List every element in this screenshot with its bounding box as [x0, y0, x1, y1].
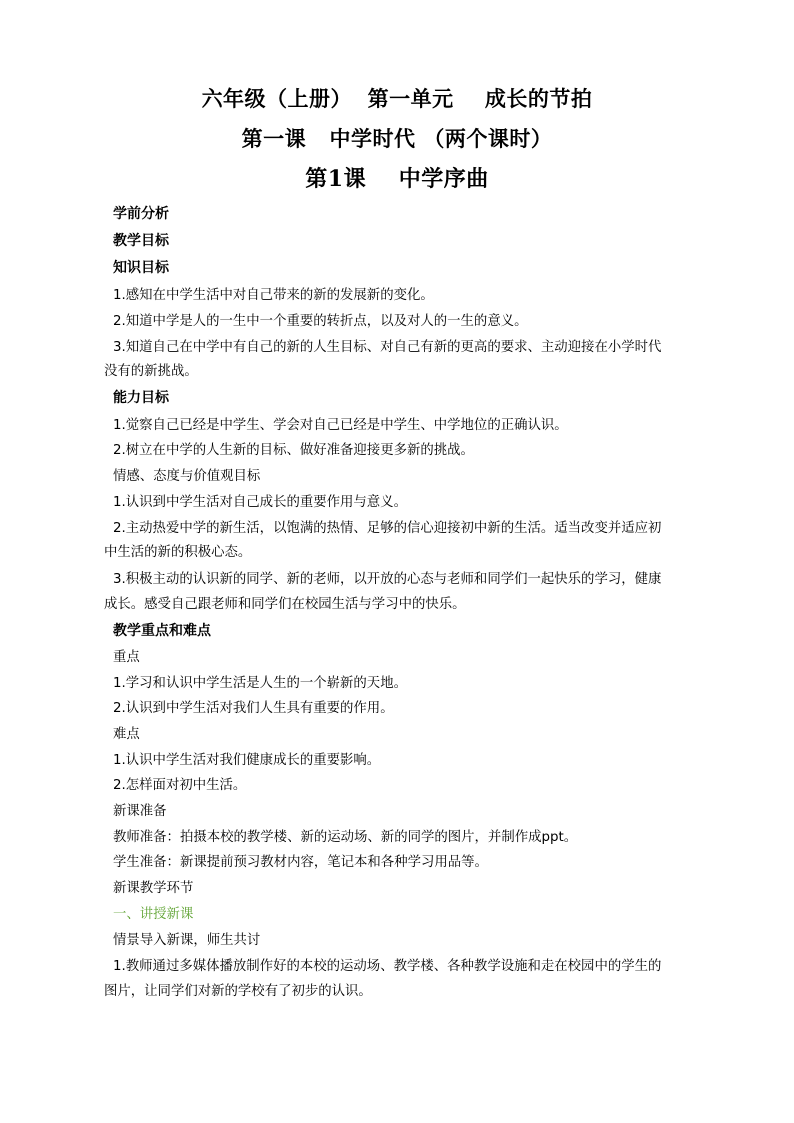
paragraph-line: 学生准备：新课提前预习教材内容，笔记本和各种学习用品等。	[113, 855, 488, 870]
paragraph-line: 没有的新挑战。	[104, 364, 198, 379]
paragraph-line: 中生活的新的积极心态。	[104, 545, 252, 560]
lesson-title: 第一课 中学时代 （两个课时）	[241, 126, 553, 151]
section-heading-new-lesson: 一、讲授新课	[113, 907, 194, 922]
paragraph-line: 2.树立在中学的人生新的目标、做好准备迎接更多新的挑战。	[113, 443, 474, 458]
paragraph-line: 2.怎样面对初中生活。	[113, 778, 247, 793]
paragraph-line: 3.积极主动的认识新的同学、新的老师，以开放的心态与老师和同学们一起快乐的学习，健康	[113, 572, 662, 587]
paragraph-line: 1.觉察自己已经是中学生、学会对自己已经是中学生、中学地位的正确认识。	[113, 418, 568, 433]
paragraph-line: 2.知道中学是人的一生中一个重要的转折点，以及对人的一生的意义。	[113, 314, 528, 329]
paragraph-line: 教师准备：拍摄本校的教学楼、新的运动场、新的同学的图片，并制作成ppt。	[113, 830, 578, 845]
heading-emotion-goals: 情感、态度与价值观目标	[113, 469, 261, 484]
heading-teaching-steps: 新课教学环节	[113, 881, 194, 896]
paragraph-line: 2.主动热爱中学的新生活，以饱满的热情、足够的信心迎接初中新的生活。适当改变并适应初	[113, 521, 662, 536]
paragraph-line: 1.学习和认识中学生活是人生的一个崭新的天地。	[113, 676, 407, 691]
paragraph-line: 2.认识到中学生活对我们人生具有重要的作用。	[113, 701, 394, 716]
heading-ability-goals: 能力目标	[113, 390, 169, 406]
paragraph-line: 1.认识到中学生活对自己成长的重要作用与意义。	[113, 495, 407, 510]
heading-pre-analysis: 学前分析	[113, 206, 169, 222]
subheading-difficulty: 难点	[113, 727, 140, 742]
paragraph-line: 1.感知在中学生活中对自己带来的新的发展新的变化。	[113, 288, 434, 303]
subheading-key-point: 重点	[113, 650, 140, 665]
paragraph-line: 1.教师通过多媒体播放制作好的本校的运动场、教学楼、各种教学设施和走在校园中的学生的	[113, 959, 662, 974]
document-title: 六年级（上册） 第一单元 成长的节拍	[201, 86, 593, 111]
heading-preparation: 新课准备	[113, 804, 167, 819]
lesson-subtitle: 第1课 中学序曲	[305, 166, 489, 192]
paragraph-line: 成长。感受自己跟老师和同学们在校园生活与学习中的快乐。	[104, 597, 466, 612]
heading-knowledge-goals: 知识目标	[113, 260, 169, 276]
paragraph-line: 3.知道自己在中学中有自己的新的人生目标、对自己有新的更高的要求、主动迎接在小学时代	[113, 340, 662, 355]
heading-teaching-goals: 教学目标	[113, 233, 169, 249]
paragraph-line: 图片，让同学们对新的学校有了初步的认识。	[104, 984, 372, 999]
paragraph-line: 1.认识中学生活对我们健康成长的重要影响。	[113, 753, 381, 768]
subheading-scenario: 情景导入新课，师生共讨	[113, 933, 261, 948]
heading-key-points: 教学重点和难点	[113, 623, 211, 639]
